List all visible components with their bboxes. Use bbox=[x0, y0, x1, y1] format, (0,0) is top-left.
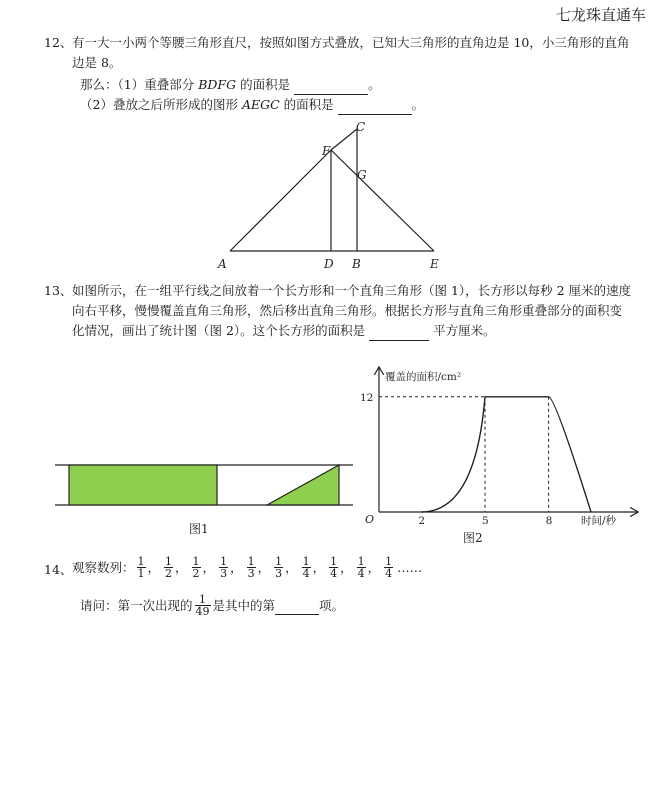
fraction-denominator: 4 bbox=[302, 567, 310, 580]
fraction-numerator: 1 bbox=[302, 555, 310, 568]
x-tick-label: 8 bbox=[545, 515, 553, 527]
fraction-denominator: 2 bbox=[165, 567, 173, 580]
q12-part1-prefix: 那么：（1）重叠部分 bbox=[80, 77, 195, 92]
q13-line3-suffix: 平方厘米。 bbox=[433, 323, 496, 338]
fig2-caption: 图2 bbox=[463, 531, 483, 545]
edge-fe bbox=[331, 150, 434, 251]
sequence-fraction bbox=[384, 556, 393, 579]
sequence-fraction bbox=[247, 556, 256, 579]
brand-header: 七龙珠直通车 bbox=[555, 6, 646, 24]
fraction-numerator: 1 bbox=[220, 555, 228, 568]
fraction-numerator: 1 bbox=[165, 555, 173, 568]
fraction-numerator: 1 bbox=[357, 555, 365, 568]
q14-question-suffix: 是其中的第 bbox=[212, 597, 276, 613]
fraction-denominator: 3 bbox=[275, 567, 283, 580]
q12-number: 12、 bbox=[44, 35, 73, 50]
y-axis-label: 覆盖的面积/cm² bbox=[385, 371, 462, 383]
q13-answer-blank[interactable] bbox=[369, 322, 429, 341]
sequence-fraction bbox=[302, 556, 311, 579]
fraction-numerator: 1 bbox=[330, 555, 338, 568]
q14-number: 14、 bbox=[44, 562, 73, 577]
q12-part1 bbox=[80, 76, 381, 95]
fig1-caption: 图1 bbox=[189, 522, 209, 536]
q12-part2 bbox=[80, 96, 424, 115]
label-a: A bbox=[218, 257, 227, 271]
q14-fraction-list: $\frac{1}{1}$ ， $\frac{1}{2}$ ， $\frac{1}{2}$ ， $\frac{1}{3}$ ， $\frac{1}{3}$ ， $\frac{1}{3}$ ， $\frac{1}{4}$ ， $\frac{1}{4}$ ， $\frac{1}{4}$ ， $\frac{1}{4}$ bbox=[137, 555, 393, 580]
q12-answer1-blank[interactable] bbox=[294, 76, 368, 95]
q12-triangles-figure bbox=[210, 118, 460, 273]
q13-figure2-chart bbox=[355, 362, 650, 547]
x-tick-label: 5 bbox=[482, 515, 489, 527]
fraction-denominator: 4 bbox=[385, 567, 393, 580]
q12-part2-suffix: 的面积是 bbox=[283, 97, 334, 112]
edge-af bbox=[230, 150, 331, 251]
coverage-area-series-line bbox=[421, 397, 591, 512]
q13-line3-prefix: 化情况，画出了统计图（图 2）。这个长方形的面积是 bbox=[72, 323, 366, 338]
q14-question-prefix: 请问：第一次出现的 bbox=[80, 597, 193, 613]
sequence-fraction bbox=[164, 556, 173, 579]
sequence-fraction bbox=[274, 556, 283, 579]
fraction-denominator: 3 bbox=[247, 567, 255, 580]
q14-question bbox=[80, 594, 344, 617]
label-b: B bbox=[352, 257, 361, 271]
sequence-fraction bbox=[192, 556, 201, 579]
q12-part1-end: 。 bbox=[368, 77, 381, 92]
q12-part2-shape: AEGC bbox=[241, 97, 280, 112]
q14-target-num: 1 bbox=[199, 593, 207, 606]
moving-rectangle bbox=[69, 465, 217, 505]
q14-target-den: 49 bbox=[195, 605, 210, 618]
label-f: F bbox=[322, 144, 331, 158]
q12-part1-suffix: 的面积是 bbox=[240, 77, 291, 92]
fraction-denominator: 4 bbox=[357, 567, 365, 580]
q12-line2: 边是 8。 bbox=[72, 55, 122, 70]
sequence-fraction bbox=[219, 556, 228, 579]
q12-part1-shape: BDFG bbox=[198, 77, 237, 92]
q14-answer-blank[interactable] bbox=[275, 596, 319, 615]
fraction-numerator: 1 bbox=[275, 555, 283, 568]
q13-figure1 bbox=[55, 455, 355, 545]
right-triangle bbox=[267, 465, 339, 505]
edge-fc bbox=[331, 129, 357, 150]
fraction-denominator: 2 bbox=[192, 567, 200, 580]
q14-ellipsis: …… bbox=[397, 559, 423, 575]
sequence-fraction bbox=[329, 556, 338, 579]
x-axis-label: 时间/秒 bbox=[581, 515, 617, 527]
q13-line1: 如图所示，在一组平行线之间放着一个长方形和一个直角三角形（图 1），长方形以每秒 2 厘米的速度 bbox=[72, 283, 632, 298]
sequence-fraction bbox=[137, 556, 146, 579]
sequence-fraction bbox=[357, 556, 366, 579]
fraction-denominator: 3 bbox=[220, 567, 228, 580]
q12-part2-prefix: （2）叠放之后所形成的图形 bbox=[80, 97, 238, 112]
fraction-numerator: 1 bbox=[247, 555, 255, 568]
x-tick-label: 2 bbox=[418, 515, 426, 527]
fraction-numerator: 1 bbox=[385, 555, 393, 568]
fraction-numerator: 1 bbox=[137, 555, 145, 568]
label-g: G bbox=[357, 168, 367, 182]
q13-number: 13、 bbox=[44, 283, 73, 298]
fraction-denominator: 4 bbox=[330, 567, 338, 580]
q12-part2-end: 。 bbox=[411, 97, 425, 112]
y-tick-label: 12 bbox=[360, 391, 374, 404]
label-e: E bbox=[430, 257, 439, 271]
label-c: C bbox=[356, 120, 366, 134]
label-d: D bbox=[324, 257, 334, 271]
fraction-denominator: 1 bbox=[137, 567, 145, 580]
q13-line3 bbox=[72, 322, 496, 341]
q14-prefix: 观察数列： bbox=[72, 559, 135, 575]
fraction-numerator: 1 bbox=[192, 555, 200, 568]
q14-sequence bbox=[72, 556, 422, 579]
q14-question-end: 项。 bbox=[319, 597, 345, 613]
q13-line2: 向右平移，慢慢覆盖直角三角形，然后移出直角三角形。根据长方形与直角三角形重叠部分的面积变 bbox=[72, 303, 623, 318]
q14-target-fraction bbox=[195, 594, 211, 617]
origin-label: O bbox=[365, 513, 375, 526]
q12-answer2-blank[interactable] bbox=[338, 96, 412, 115]
q12-line1: 有一大一小两个等腰三角形直尺，按照如图方式叠放，已知大三角形的直角边是 10，小三角形的直角 bbox=[72, 35, 630, 50]
